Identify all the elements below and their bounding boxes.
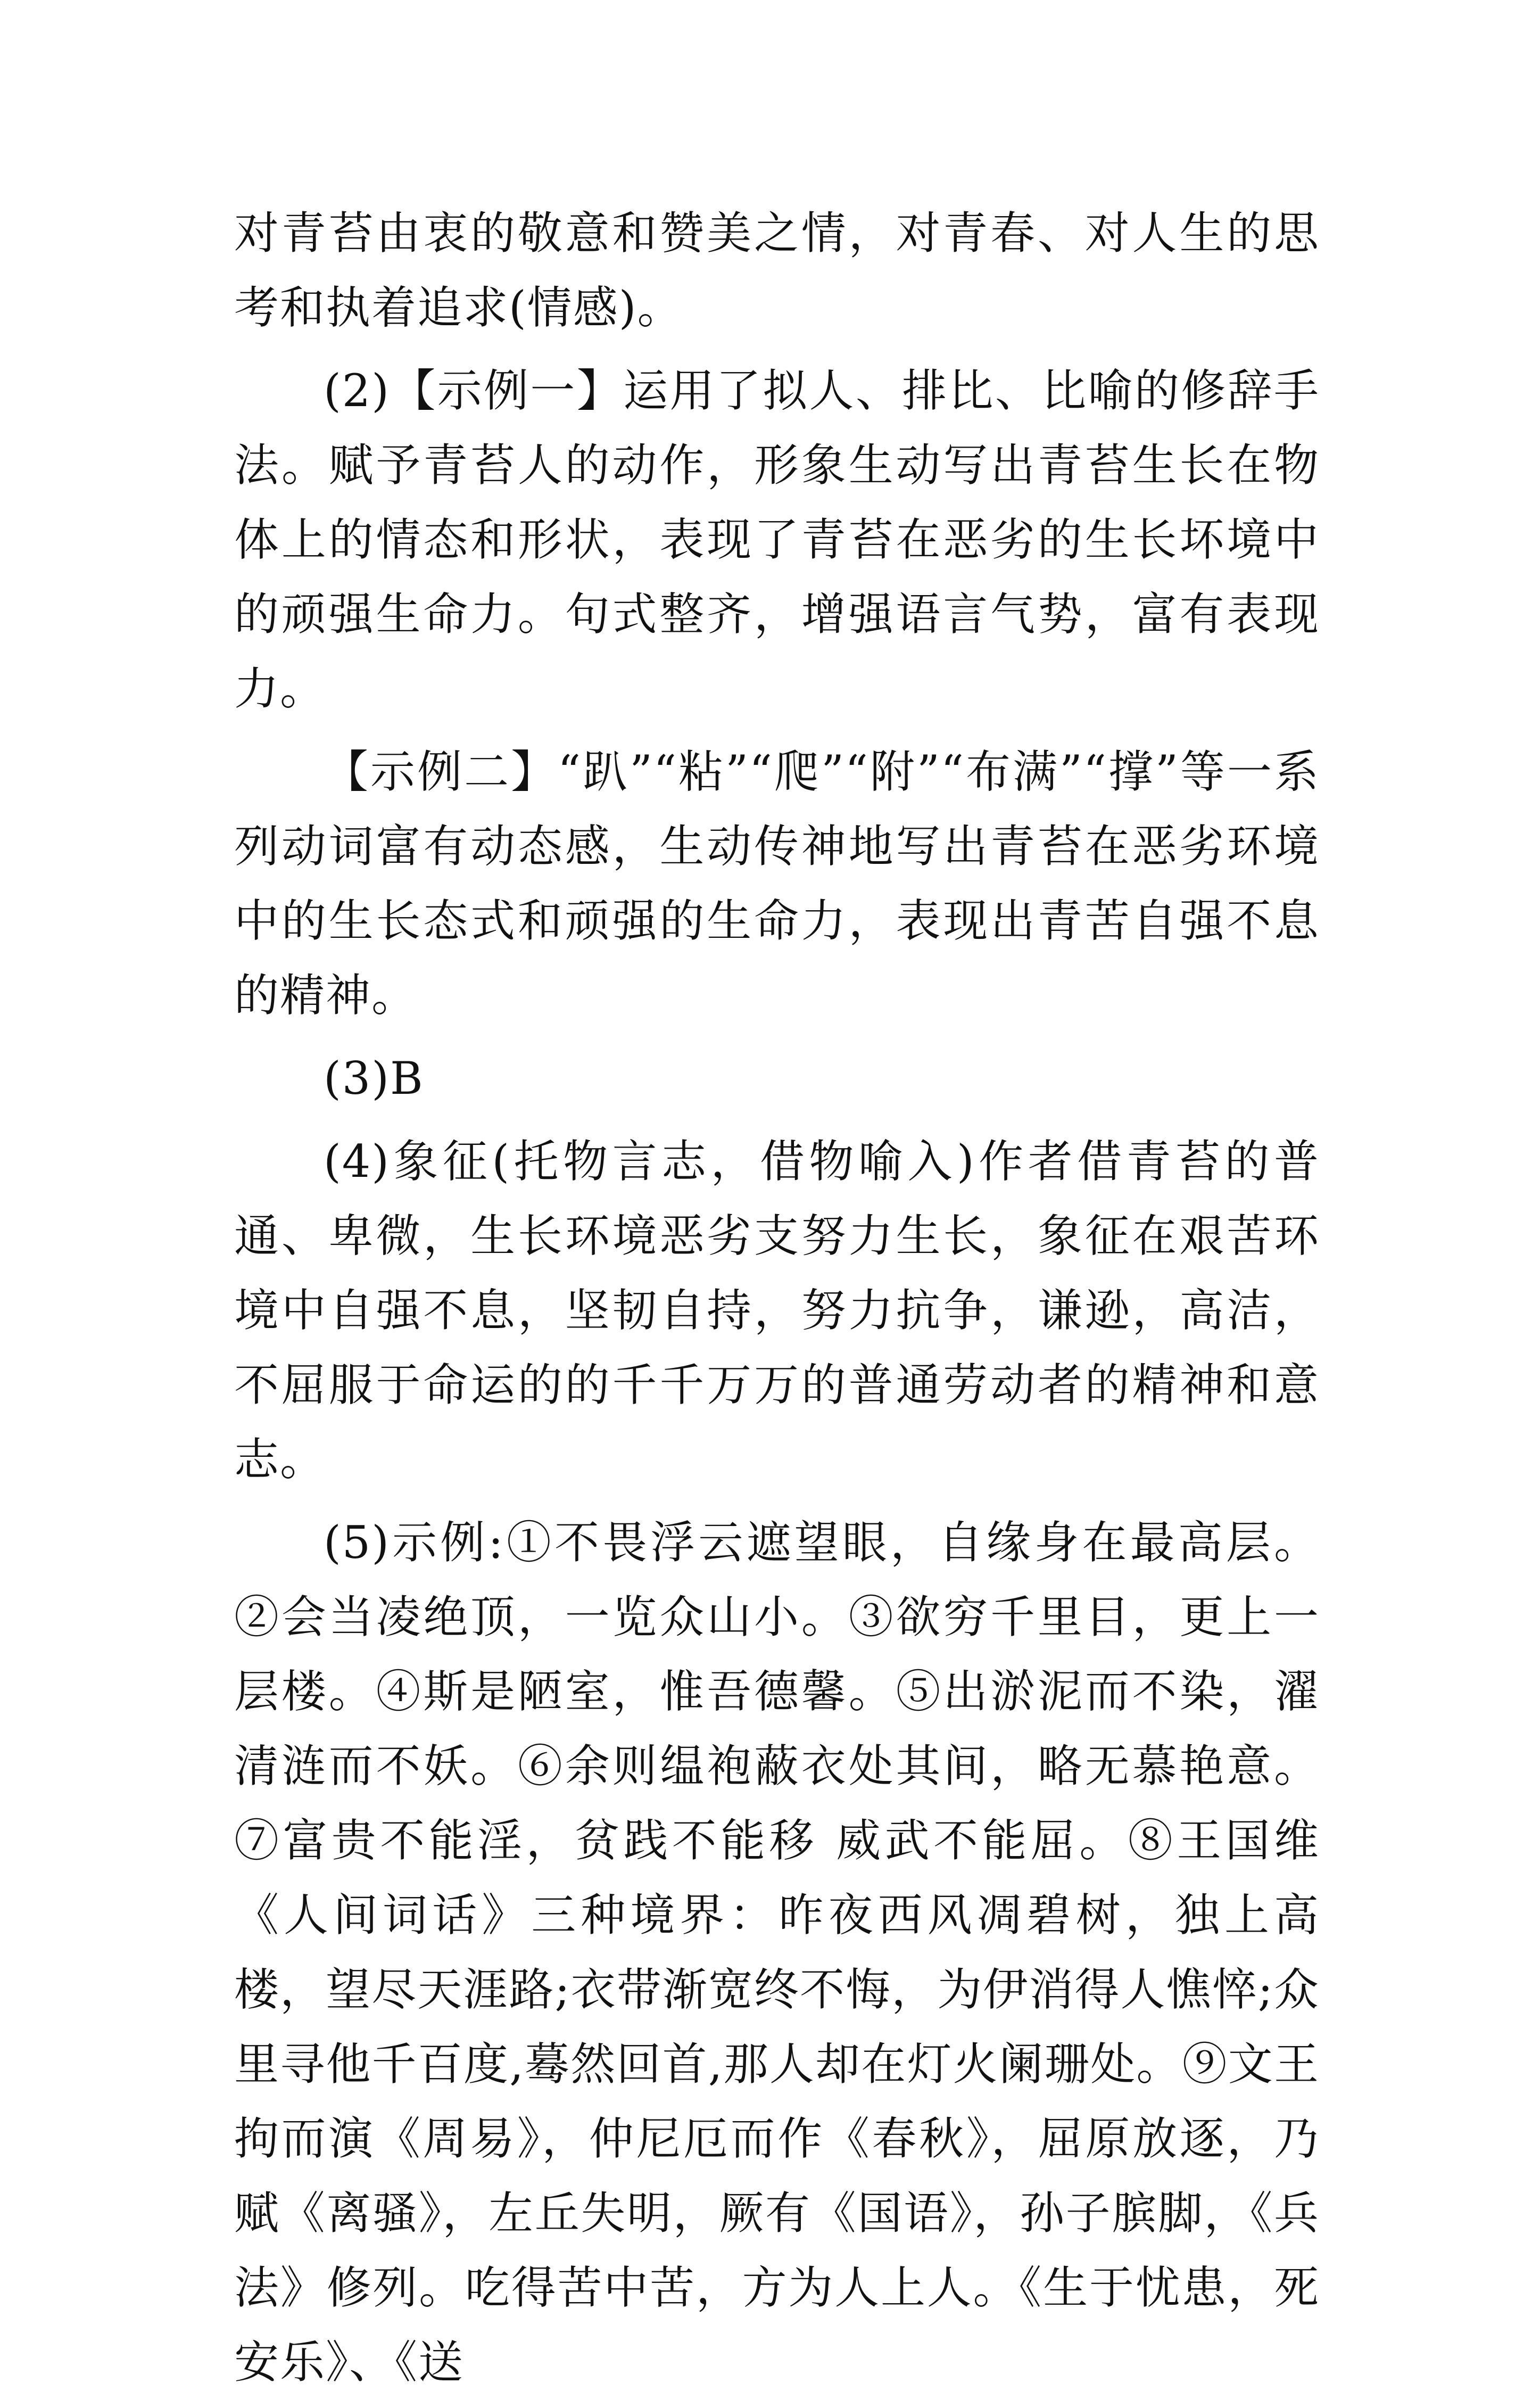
- paragraph-answer-3: (3)B: [324, 1052, 424, 1104]
- paragraph-answer-2-example-2: 【示例二】“趴”“粘”“爬”“附”“布满”“撑”等一系列动词富有动态感，生动传神地写出青苔在恶劣环境中的生长态式和顽强的生命力，表现出青苦自强不息的精神。: [234, 746, 1320, 1021]
- document-body: [234, 196, 1320, 2408]
- paragraph-continuation: 对青苔由衷的敬意和赞美之情，对青春、对人生的思考和执着追求(情感)。: [234, 207, 1320, 334]
- paragraph-answer-4: (4)象征(托物言志，借物喻入)作者借青苔的普通、卑微，生长环境恶劣支努力生长，象征在艰苦环境中自强不息，坚韧自持，努力抗争，谦逊，高洁，不屈服于命运的的千千万万的普通劳动者的精神和意志。: [234, 1135, 1320, 1486]
- paragraph-answer-2-example-1: (2)【示例一】运用了拟人、排比、比喻的修辞手法。赋予青苔人的动作，形象生动写出青苔生长在物体上的情态和形状，表现了青苔在恶劣的生长坏境中的顽强生命力。句式整齐，增强语言气势，富有表现力。: [234, 365, 1320, 715]
- paragraph-answer-5: (5)示例:①不畏浮云遮望眼，自缘身在最高层。②会当凌绝顶，一览众山小。③欲穷千里目，更上一层楼。④斯是陋室，惟吾德馨。⑤出淤泥而不染，濯清涟而不妖。⑥余则缊袍蔽衣处其间，略无慕艳意。⑦富贵不能淫，贫践不能移 威武不能屈。⑧王国维《人间词话》三种境界：昨夜西风凋碧树，独上高楼，望尽天涯路;衣带渐宽终不悔，为伊消得人憔悴;众里寻他千百度,蓦然回首,那人却在灯火阑珊处。⑨文王拘而演《周易》，仲尼厄而作《春秋》，屈原放逐，乃赋《离骚》，左丘失明，厥有《国语》，孙子膑脚，《兵法》修列。吃得苦中苦，方为人上人。《生于忧患，死安乐》、《送: [234, 1516, 1320, 2388]
